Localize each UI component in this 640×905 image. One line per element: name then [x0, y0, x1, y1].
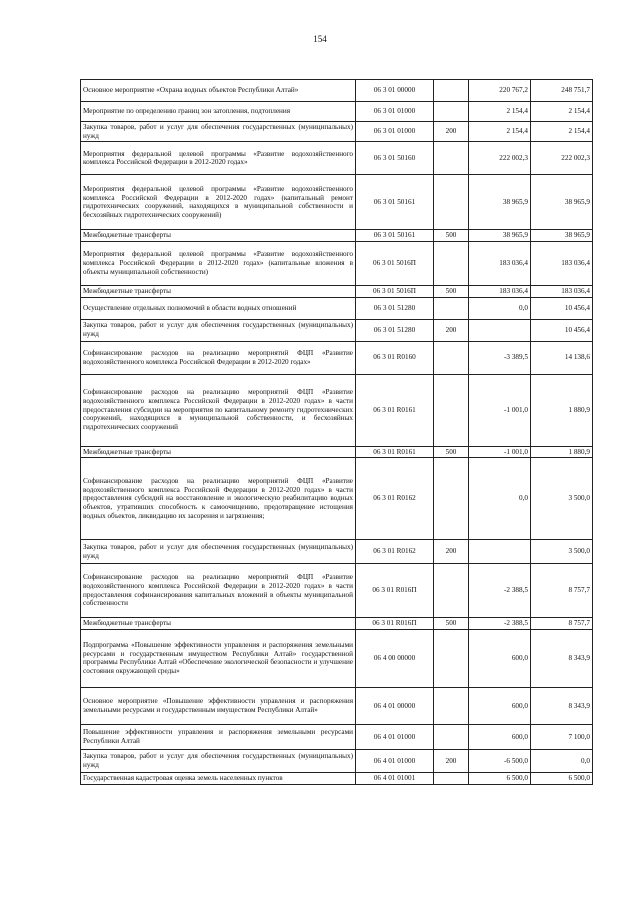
row-name: Закупка товаров, работ и услуг для обеспечения государственных (муниципальных) нужд: [81, 749, 356, 772]
page-number: 154: [313, 34, 327, 44]
row-expense-type: [434, 80, 469, 102]
row-amount-total: 1 880,9: [531, 374, 593, 446]
table-row: [81, 724, 593, 749]
table-row: [81, 230, 593, 242]
row-name: Межбюджетные трансферты: [81, 618, 356, 630]
row-code: 06 4 01 01000: [356, 724, 434, 749]
row-code: 06 3 01 50160: [356, 142, 434, 175]
row-name: Межбюджетные трансферты: [81, 446, 356, 458]
row-amount-total: 6 500,0: [531, 772, 593, 784]
row-amount-change: 38 965,9: [469, 230, 531, 242]
row-code: 06 3 01 5016П: [356, 241, 434, 285]
row-amount-total: 3 500,0: [531, 458, 593, 540]
row-amount-total: 222 002,3: [531, 142, 593, 175]
table-row: [81, 241, 593, 285]
row-name: Мероприятия федеральной целевой программы «Развитие водохозяйственного комплекса Российской Федерации в 2012-2020 годах» (капитальные вложения в объекты муниципальной собственности): [81, 241, 356, 285]
budget-table: [80, 79, 593, 785]
row-expense-type: [434, 102, 469, 122]
row-expense-type: 200: [434, 540, 469, 564]
row-amount-total: 38 965,9: [531, 230, 593, 242]
row-amount-total: 8 757,7: [531, 564, 593, 618]
row-name: Повышение эффективности управления и распоряжения земельными ресурсами Республики Алтай: [81, 724, 356, 749]
row-name: Софинансирование расходов на реализацию мероприятий ФЦП «Развитие водохозяйственного комплекса Российской Федерации в 2012-2020 годах»: [81, 341, 356, 374]
row-amount-change: 222 002,3: [469, 142, 531, 175]
row-amount-change: -6 500,0: [469, 749, 531, 772]
row-amount-change: 600,0: [469, 724, 531, 749]
row-amount-total: 2 154,4: [531, 122, 593, 142]
row-name: Подпрограмма «Повышение эффективности управления и распоряжения земельными ресурсами и государственным имуществом Республики Алтай» государственной программы Республики Алтай «Обеспечение экологической безопасности и улучшение состояния окружающей среды»: [81, 629, 356, 687]
row-name: Межбюджетные трансферты: [81, 285, 356, 297]
table-row: [81, 772, 593, 784]
row-code: 06 3 01 01000: [356, 102, 434, 122]
row-amount-change: 600,0: [469, 629, 531, 687]
row-amount-total: 183 036,4: [531, 285, 593, 297]
row-amount-change: 2 154,4: [469, 102, 531, 122]
row-name: Основное мероприятие «Охрана водных объектов Республики Алтай»: [81, 80, 356, 102]
row-expense-type: [434, 341, 469, 374]
row-name: Закупка товаров, работ и услуг для обеспечения государственных (муниципальных) нужд: [81, 319, 356, 341]
row-amount-total: 8 343,9: [531, 687, 593, 724]
row-amount-change: -1 001,0: [469, 446, 531, 458]
row-code: 06 3 01 R0160: [356, 341, 434, 374]
row-amount-change: -1 001,0: [469, 374, 531, 446]
row-amount-total: 1 880,9: [531, 446, 593, 458]
row-expense-type: [434, 374, 469, 446]
row-name: Основное мероприятие «Повышение эффективности управления и распоряжения земельными ресурсами и государственным имуществом Республики Алтай»: [81, 687, 356, 724]
table-row: [81, 749, 593, 772]
row-name: Софинансирование расходов на реализацию мероприятий ФЦП «Развитие водохозяйственного комплекса Российской Федерации в 2012-2020 годах» в части предоставления субсидии на мероприятия по капитальному ремонту гидротехнических сооружений, находящихся в муниципальной собственности, и бесхозяйных гидротехнических сооружений: [81, 374, 356, 446]
row-name: Мероприятия федеральной целевой программы «Развитие водохозяйственного комплекса Российской Федерации в 2012-2020 годах»: [81, 142, 356, 175]
row-amount-total: 8 757,7: [531, 618, 593, 630]
row-amount-change: 38 965,9: [469, 175, 531, 230]
row-expense-type: [434, 724, 469, 749]
row-name: Мероприятия федеральной целевой программы «Развитие водохозяйственного комплекса Российской Федерации в 2012-2020 годах» (капитальный ремонт гидротехнических сооружений, находящихся в муниципальной собственности и бесхозяйных гидротехнических сооружений): [81, 175, 356, 230]
row-name: Государственная кадастровая оценка земель населенных пунктов: [81, 772, 356, 784]
row-amount-total: 38 965,9: [531, 175, 593, 230]
row-expense-type: [434, 458, 469, 540]
row-expense-type: 500: [434, 446, 469, 458]
row-amount-total: 10 456,4: [531, 297, 593, 319]
row-code: 06 3 01 00000: [356, 80, 434, 102]
row-amount-total: 14 138,6: [531, 341, 593, 374]
row-code: 06 3 01 R0161: [356, 374, 434, 446]
row-code: 06 4 01 01001: [356, 772, 434, 784]
row-name: Межбюджетные трансферты: [81, 230, 356, 242]
row-code: 06 4 00 00000: [356, 629, 434, 687]
row-expense-type: [434, 142, 469, 175]
table-row: [81, 142, 593, 175]
table-row: [81, 687, 593, 724]
row-code: 06 3 01 50161: [356, 175, 434, 230]
row-expense-type: 500: [434, 285, 469, 297]
row-name: Мероприятие по определению границ зон затопления, подтопления: [81, 102, 356, 122]
row-amount-change: 2 154,4: [469, 122, 531, 142]
row-amount-total: 3 500,0: [531, 540, 593, 564]
row-code: 06 3 01 51280: [356, 319, 434, 341]
table-row: [81, 122, 593, 142]
table-row: [81, 618, 593, 630]
row-expense-type: 500: [434, 618, 469, 630]
row-amount-change: [469, 540, 531, 564]
table-row: [81, 341, 593, 374]
table-row: [81, 102, 593, 122]
row-expense-type: [434, 687, 469, 724]
row-amount-change: -3 389,5: [469, 341, 531, 374]
table-row: [81, 629, 593, 687]
row-code: 06 3 01 R0161: [356, 446, 434, 458]
table-row: [81, 446, 593, 458]
row-amount-total: 183 036,4: [531, 241, 593, 285]
row-amount-total: 2 154,4: [531, 102, 593, 122]
table-row: [81, 374, 593, 446]
row-code: 06 3 01 5016П: [356, 285, 434, 297]
row-code: 06 3 01 R016П: [356, 618, 434, 630]
table-row: [81, 458, 593, 540]
row-expense-type: [434, 564, 469, 618]
row-code: 06 3 01 R0162: [356, 458, 434, 540]
row-amount-change: 183 036,4: [469, 241, 531, 285]
row-amount-total: 7 100,0: [531, 724, 593, 749]
row-amount-total: 8 343,9: [531, 629, 593, 687]
table-row: [81, 319, 593, 341]
row-code: 06 3 01 R016П: [356, 564, 434, 618]
row-name: Осуществление отдельных полномочий в области водных отношений: [81, 297, 356, 319]
row-expense-type: [434, 297, 469, 319]
row-code: 06 3 01 01000: [356, 122, 434, 142]
row-amount-change: -2 388,5: [469, 618, 531, 630]
row-amount-change: 600,0: [469, 687, 531, 724]
table-row: [81, 564, 593, 618]
row-amount-total: 0,0: [531, 749, 593, 772]
row-amount-change: 0,0: [469, 297, 531, 319]
row-expense-type: 200: [434, 122, 469, 142]
row-name: Софинансирование расходов на реализацию мероприятий ФЦП «Развитие водохозяйственного комплекса Российской Федерации в 2012-2020 годах» в части предоставления субсидий на восстановление и экологическую реабилитацию водных объектов, утративших способность к самоочищению, предотвращение истощения водных объектов, ликвидацию их засорения и загрязнения;: [81, 458, 356, 540]
row-code: 06 3 01 R0162: [356, 540, 434, 564]
row-code: 06 3 01 51280: [356, 297, 434, 319]
table-row: [81, 540, 593, 564]
row-code: 06 4 01 01000: [356, 749, 434, 772]
row-name: Софинансирование расходов на реализацию мероприятий ФЦП «Развитие водохозяйственного комплекса Российской Федерации в 2012-2020 годах» в части предоставления софинансирования капитальных вложений в объекты муниципальной собственности: [81, 564, 356, 618]
row-amount-change: 6 500,0: [469, 772, 531, 784]
row-name: Закупка товаров, работ и услуг для обеспечения государственных (муниципальных) нужд: [81, 122, 356, 142]
row-expense-type: [434, 629, 469, 687]
table-row: [81, 175, 593, 230]
row-amount-change: -2 388,5: [469, 564, 531, 618]
row-code: 06 3 01 50161: [356, 230, 434, 242]
table-row: [81, 297, 593, 319]
row-expense-type: [434, 241, 469, 285]
table-row: [81, 285, 593, 297]
row-amount-total: 10 456,4: [531, 319, 593, 341]
row-name: Закупка товаров, работ и услуг для обеспечения государственных (муниципальных) нужд: [81, 540, 356, 564]
row-amount-change: 0,0: [469, 458, 531, 540]
row-code: 06 4 01 00000: [356, 687, 434, 724]
row-amount-change: [469, 319, 531, 341]
row-amount-change: 183 036,4: [469, 285, 531, 297]
row-expense-type: 200: [434, 319, 469, 341]
table-row: [81, 80, 593, 102]
row-expense-type: [434, 175, 469, 230]
row-amount-total: 248 751,7: [531, 80, 593, 102]
row-expense-type: [434, 772, 469, 784]
row-amount-change: 220 767,2: [469, 80, 531, 102]
row-expense-type: 500: [434, 230, 469, 242]
row-expense-type: 200: [434, 749, 469, 772]
